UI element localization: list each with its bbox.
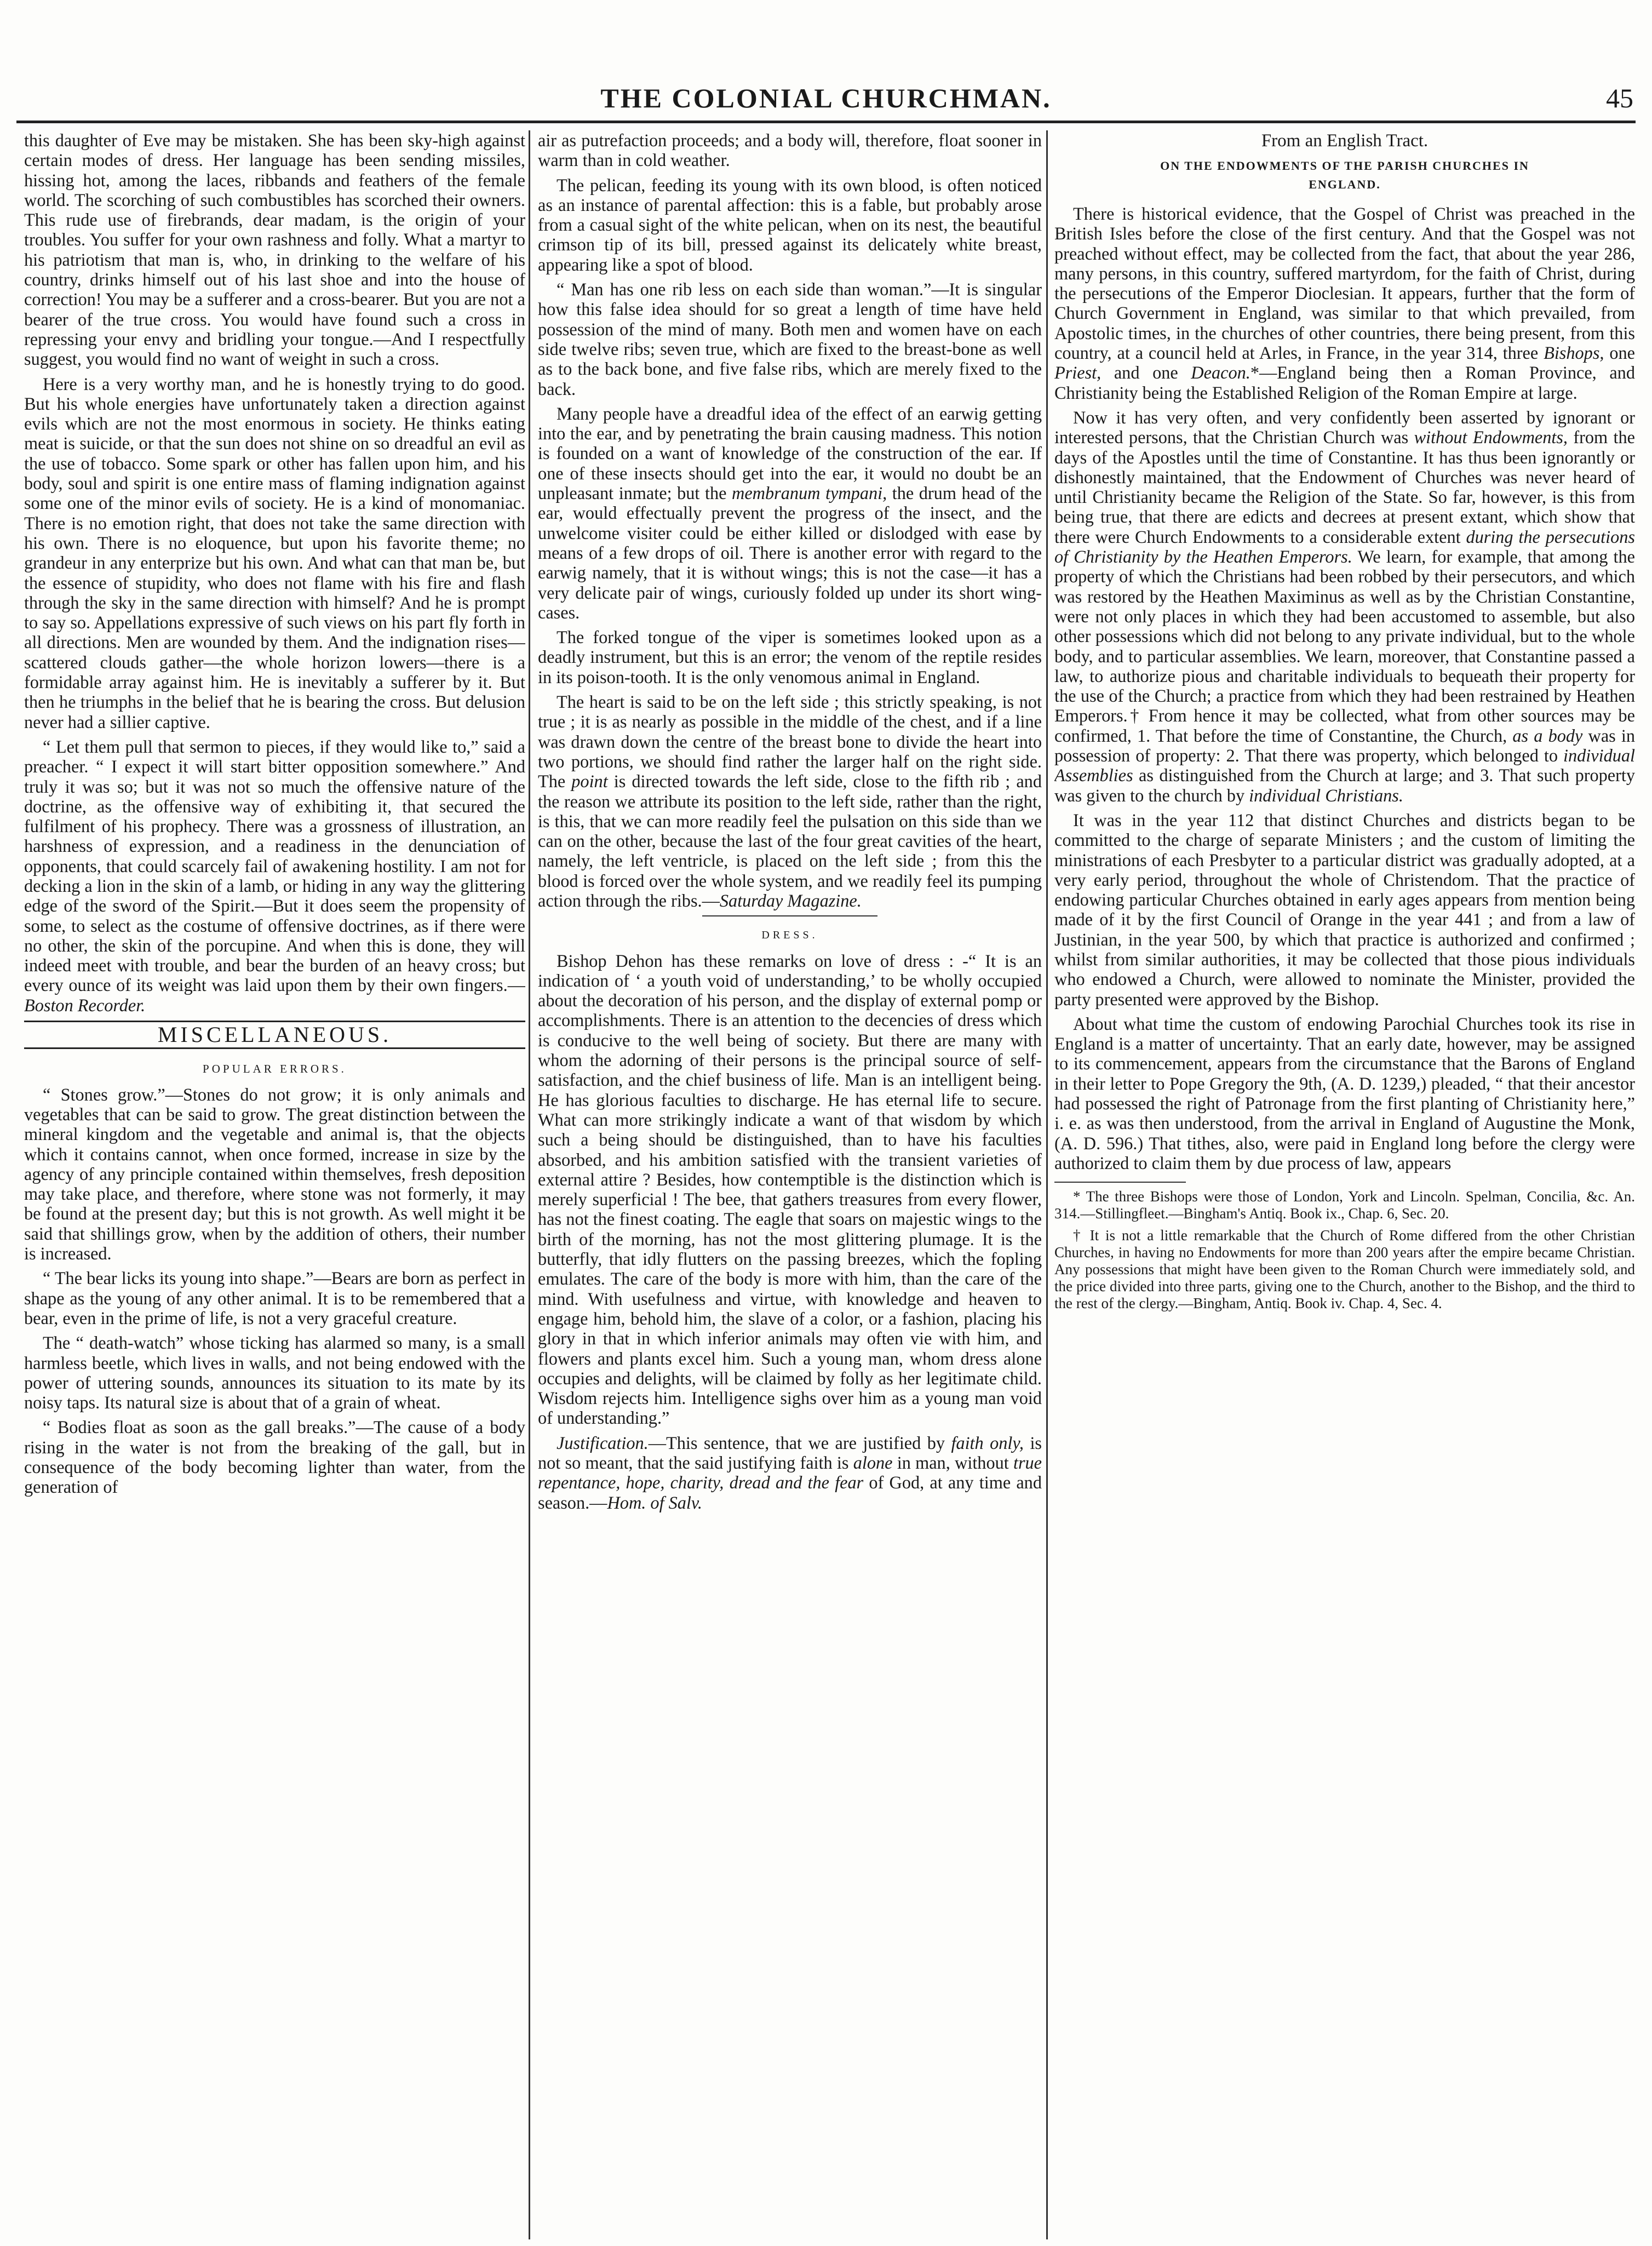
section-rule bbox=[702, 915, 877, 916]
paragraph bbox=[538, 404, 1042, 622]
paragraph-text: The heart is said to be on the left side ; this strictly speaking, is not true ; it is as nearly as possible in the middle of the chest, and if a line was drawn down the centre of the breast bone to divide the heart into two portions, we should find rather the larger half on the right side. The bbox=[538, 692, 1042, 792]
subheading-popular-errors: POPULAR ERRORS. bbox=[203, 1062, 347, 1076]
column-3 bbox=[1054, 130, 1635, 2245]
footnote: † It is not a little remarkable that the Church of Rome differed from the other Christian Churches, in having no Endowments for more than 200 years after the empire became Christian. Any possessions that might have been given to the Roman Church were immediately sold, and the price divided into three parts, giving one to the Church, another to the Bishop, and the third to the rest of the clergy.—Bingham, Antiq. Book iv. Chap. 4, Sec. 4. bbox=[1054, 1227, 1635, 1312]
paragraph-text: from the days of the Apostles until the time of Constantine. It has thus been ignorantly or dishonestly maintained, that the Endowment of Churches was never heard of until Christianity became the Religion of the State. So far, however, is this from being true, that there are edicts and decrees at present extant, which show that there were Church Endowments to a considerable extent bbox=[1054, 427, 1635, 547]
paragraph-text: in man, without bbox=[892, 1453, 1013, 1472]
paragraph-text: is directed towards the left side, close to the fifth rib ; and the reason we attribute its position to the left side, rather than the right, is this, that we can more readily feel the pulsation on this side than we can on the other, because the last of the four great cavities of the heart, namely, the left ventricle, is placed on the left side ; from this the blood is forced over the whole system, and we readily feel its pumping action through the ribs.— bbox=[538, 771, 1042, 910]
paragraph-text: *—England being then a Roman Province, and Christianity being the Established Religion of the Roman Empire at large. bbox=[1054, 363, 1635, 403]
emphasis: individual Christians. bbox=[1249, 785, 1403, 805]
paragraph-text: one bbox=[1604, 343, 1635, 363]
paragraph-text: was in possession of property: 2. That there was property, which belonged to bbox=[1054, 725, 1635, 766]
emphasis: Bishops, bbox=[1544, 343, 1604, 363]
paragraph-text: of God, at any time and season.— bbox=[538, 1472, 1042, 1512]
citation: Saturday Magazine. bbox=[719, 890, 862, 910]
paragraph bbox=[538, 1433, 1042, 1512]
masthead-title: THE COLONIAL CHURCHMAN. bbox=[600, 83, 1052, 113]
paragraph: “ Stones grow.”—Stones do not grow; it is only animals and vegetables that can be said to grow. The great distinction between the mineral kingdom and the vegetable and animal is, that the objects which it contains cannot, when once formed, increase in size by the agency of any principle contained within themselves, fresh deposition may take place, and therefore, where stone was not formerly, it may be found at the present day; but this is not growth. As well might it be said that shillings grow, when by the addition of others, their number is increased. bbox=[24, 1084, 525, 1264]
article-title bbox=[1054, 157, 1635, 194]
paragraph: “ Bodies float as soon as the gall breaks.”—The cause of a body rising in the water is not from the breaking of the gall, but in consequence of the body becoming lighter than water, from the generation of bbox=[24, 1417, 525, 1497]
emphasis: individual Assemblies bbox=[1054, 746, 1635, 786]
paragraph-text: is not so meant, that the said justifying faith is bbox=[538, 1433, 1042, 1472]
paragraph-text: “ Let them pull that sermon to pieces, if they would like to,” said a preacher. “ I expect it will start bitter opposition somewhere.” And truly it was so; but it was not so much the offensive nature of the doctrine, as the offensive way of exhibiting it, that secured the fulfilment of his prophecy. There was a grossness of illustration, an harshness of expression, and a readiness in the denunciation of opponents, that could scarcely fail of awakening hostility. I am not for decking a lion in the skin of a lamb, or hiding in any way the glittering edge of the sword of the Spirit.—But it does seem the propensity of some, to select as the costume of offensive doctrines, as if there were no other, the skin of the porcupine. And when this is done, they will indeed meet with trouble, and bear the burden of an heavy cross; but every ounce of its weight was laid upon them by their own fingers.— bbox=[24, 736, 525, 995]
paragraph bbox=[24, 737, 525, 1015]
emphasis: faith only, bbox=[951, 1433, 1024, 1453]
footnote-rule bbox=[1054, 1182, 1186, 1183]
paragraph: “ Man has one rib less on each side than woman.”—It is singular how this false idea should for so great a length of time have held possession of the mind of many. Both men and women have on each side twelve ribs; seven true, which are fixed to the breast-bone as well as to the back bone, and five false ribs, which are merely fixed to the back. bbox=[538, 279, 1042, 399]
paragraph: Bishop Dehon has these remarks on love of dress : -“ It is an indication of ‘ a youth void of understanding,’ to be wholly occupied about the decoration of his person, and the display of external pomp or accomplishments. There is an attention to the decencies of dress which is conducive to the well being of society. But there are many with whom the adorning of their persons is the principal source of self-satisfaction, and the chief business of life. Man is an intelligent being. He has glorious faculties to discharge. He has eternal life to secure. What can more strikingly indicate a want of that wisdom by which such a being should be distinguished, than to have his faculties absorbed, and his ambition satisfied with the transient varieties of external attire ? Besides, how contemptible is the distinction which is merely superficial ! The bee, that gathers treasures from every flower, has not the finest coating. The eagle that soars on majestic wings to the birth of the morning, has not the most glittering plumage. It is the butterfly, that idly flutters on the passing breezes, which the fopling emulates. The care of the body is more with him, than the care of the mind. With usefulness and virtue, with knowledge and heaven to engage him, behold him, the slave of a color, or a fashion, placing his glory in that in which inferior animals may often vie with him, and flowers and plants excel him. Such a young man, whom dress alone occupies and delights, will be claimed by folly as her legitimate child. Wisdom rejects him. Intelligence sighs over him as a young man void of understanding.” bbox=[538, 950, 1042, 1428]
paragraph: The “ death-watch” whose ticking has alarmed so many, is a small harmless beetle, which lives in walls, and not being endowed with the power of uttering sounds, announces its situation to its mate by its noisy taps. Its natural size is about that of a grain of wheat. bbox=[24, 1333, 525, 1413]
emphasis: membranum tympani, bbox=[732, 483, 887, 503]
emphasis: without Endowments, bbox=[1414, 427, 1568, 448]
column-divider-2 bbox=[1046, 130, 1048, 2239]
paragraph-text: Now it has very often, and very confidently been asserted by ignorant or interested persons, that the Christian Church was bbox=[1054, 407, 1635, 448]
page-number: 45 bbox=[1606, 83, 1633, 113]
paragraph bbox=[1054, 204, 1635, 403]
paragraph: air as putrefaction proceeds; and a body will, therefore, float sooner in warm than in cold weather. bbox=[538, 130, 1042, 170]
article-title-line: ON THE ENDOWMENTS OF THE PARISH CHURCHES IN bbox=[1160, 159, 1529, 173]
column-1 bbox=[24, 130, 525, 2245]
paragraph-text: There is historical evidence, that the Gospel of Christ was preached in the British Isles before the close of the first century. And that the Gospel was not preached without effect, may be collected from the fact, that about the year 286, many persons, in this country, suffered martyrdom, for the faith of Christ, during the persecutions of the Emperor Dioclesian. It appears, further that the form of Church Government in England, was similar to that which prevailed, from Apostolic times, in the churches of other countries, there being present, from this country, at a council held at Arles, in France, in the year 314, three bbox=[1054, 204, 1635, 363]
paragraph: “ The bear licks its young into shape.”—Bears are born as perfect in shape as the young of any other animal. It is to be remembered that a bear, even in the prime of life, is not a very graceful creature. bbox=[24, 1268, 525, 1328]
paragraph-text: —This sentence, that we are justified by bbox=[648, 1433, 951, 1453]
emphasis: during the persecutions of Christianity by the Heathen Emperors. bbox=[1054, 526, 1635, 567]
paragraph: The pelican, feeding its young with its own blood, is often noticed as an instance of parental affection: this is a fable, but probably arose from a casual sight of the white pelican, when on its nest, the beautiful crimson tip of its bill, pressed against its delicately white breast, appearing like a spot of blood. bbox=[538, 175, 1042, 274]
paragraph: The forked tongue of the viper is sometimes looked upon as a deadly instrument, but this is an error; the venom of the reptile resides in its poison-tooth. It is the only venomous animal in England. bbox=[538, 627, 1042, 687]
section-title: MISCELLANEOUS. bbox=[157, 1022, 392, 1047]
paragraph-text: Many people have a dreadful idea of the effect of an earwig getting into the ear, and by penetrating the brain causing madness. This notion is founded on a want of knowledge of the construction of the ear. If one of these insects should get into the ear, it would no doubt be an unpleasant inmate; but the bbox=[538, 403, 1042, 503]
paragraph-text: the drum head of the ear, would effectually prevent the progress of the insect, and the unwelcome visiter could be either killed or dislodged with ease by means of a few drops of oil. There is another error with regard to the earwig namely, that it is without wings; this is not the case—it has a very delicate pair of wings, curiously folded up under its short wing-cases. bbox=[538, 483, 1042, 622]
citation: Hom. of Salv. bbox=[607, 1492, 702, 1512]
header-rule bbox=[16, 121, 1636, 123]
subheading-dress: DRESS. bbox=[761, 929, 818, 942]
paragraph: It was in the year 112 that distinct Churches and districts began to be committed to the charge of separate Ministers ; and the custom of limiting the ministrations of each Presbyter to a particular district was gradually adopted, at a very early period, throughout the whole of Christendom. That the practice of endowing particular Churches obtained in early ages appears from mention being made of it by the first Council of Orange in the year 441 ; and from a law of Justinian, in the year 500, by which that practice is authorized and confirmed ; whilst from similar authorities, it may be collected that those pious individuals who endowed a Church, were allowed to nominate the Minister, provided the party presented were approved by the Bishop. bbox=[1054, 810, 1635, 1009]
emphasis: alone bbox=[853, 1453, 893, 1472]
paragraph: About what time the custom of endowing Parochial Churches took its rise in England is a matter of uncertainty. That an early date, however, may be assigned to its commencement, appears from the circumstance that the Barons of England in their letter to Pope Gregory the 9th, (A. D. 1239,) pleaded, “ that their ancestor had possessed the right of Patronage from the first planting of Christianity here,” i. e. as was then understood, from the arrival in England of Augustine the Monk, (A. D. 596.) That tithes, also, were paid in England long before the clergy were authorized to claim them by due process of law, appears bbox=[1054, 1013, 1635, 1173]
emphasis: true repentance, hope, charity, dread and the fear bbox=[538, 1453, 1042, 1493]
citation: Boston Recorder. bbox=[24, 995, 146, 1015]
emphasis: point bbox=[571, 771, 608, 792]
paragraph-text: and one bbox=[1101, 363, 1191, 383]
emphasis: Justification. bbox=[557, 1433, 649, 1453]
column-2 bbox=[538, 130, 1042, 2245]
emphasis: Priest, bbox=[1054, 363, 1102, 383]
paragraph-text: We learn, for example, that among the property of which the Christians had been robbed by their persecutors, and which was restored by the Heathen Maximinus as well as by the Christian Constantine, were not only places in which they had been accustomed to assemble, but also other possessions which did not belong to any private individual, but to the whole body, and to particular assemblies. We learn, moreover, that Constantine passed a law, to authorize pious and charitable individuals to bequeath their property for the use of the Church; a practice from which they had been restrained by Heathen Emperors.† From hence it may be collected, what from other sources may be confirmed, 1. That before the time of Constantine, the Church, bbox=[1054, 547, 1635, 746]
emphasis: as a body bbox=[1512, 725, 1583, 746]
article-title-line: ENGLAND. bbox=[1309, 177, 1381, 191]
paragraph bbox=[538, 692, 1042, 910]
article-source: From an English Tract. bbox=[1261, 131, 1429, 151]
paragraph: Here is a very worthy man, and he is honestly trying to do good. But his whole energies have unfortunately taken a direction against evils which are not the most enormous in society. He thinks eating meat is suicide, or that the sun does not shine on so dreadful an evil as the use of tobacco. Some spark or other has fallen upon him, and his body, soul and spirit is one entire mass of flaming indignation against some one of the minor evils of society. He is a kind of monomaniac. There is no emotion right, that does not take the same direction with his own. There is no eloquence, but upon his favorite theme; no grandeur in any enterprize but his own. And what can that man be, but the essence of stupidity, who does not flame with his fire and flash through the sky in the same direction with himself? And he is prompt to say so. Appellations expressive of such views on his part fly forth in all directions. Men are wounded by them. And the indignation rises—scattered clouds gather—the whole horizon lowers—there is a formidable array against him. He is inevitably a sufferer by it. But then he triumphs in the belief that he is bearing the cross. But delusion never had a sillier captive. bbox=[24, 374, 525, 732]
emphasis: Deacon. bbox=[1191, 363, 1251, 383]
paragraph: this daughter of Eve may be mistaken. She has been sky-high against certain modes of dress. Her language has been sending missiles, hissing hot, among the laces, ribbands and feathers of the female world. The scorching of such combustibles has scorched their owners. This rude use of firebrands, dear madam, is the origin of your troubles. You suffer for your own rashness and folly. What a martyr to his patriotism that man is, who, in drinking to the welfare of his country, drinks himself out of his last shoe and into the house of correction! You may be a sufferer and a cross-bearer. But you are not a bearer of the true cross. You would have found such a cross in repressing your envy and bridling your tongue.—And I respectfully suggest, you would find no want of weight in such a cross. bbox=[24, 130, 525, 369]
paragraph-text: as distinguished from the Church at large; and 3. That such property was given to the church by bbox=[1054, 765, 1635, 805]
footnote: * The three Bishops were those of London, York and Lincoln. Spelman, Concilia, &c. An. 314.—Stillingfleet.—Bingham's Antiq. Book ix., Chap. 6, Sec. 20. bbox=[1054, 1188, 1635, 1222]
column-divider-1 bbox=[529, 130, 530, 2239]
page-header bbox=[16, 82, 1636, 126]
paragraph bbox=[1054, 408, 1635, 805]
section-heading-miscellaneous bbox=[24, 1021, 525, 1049]
